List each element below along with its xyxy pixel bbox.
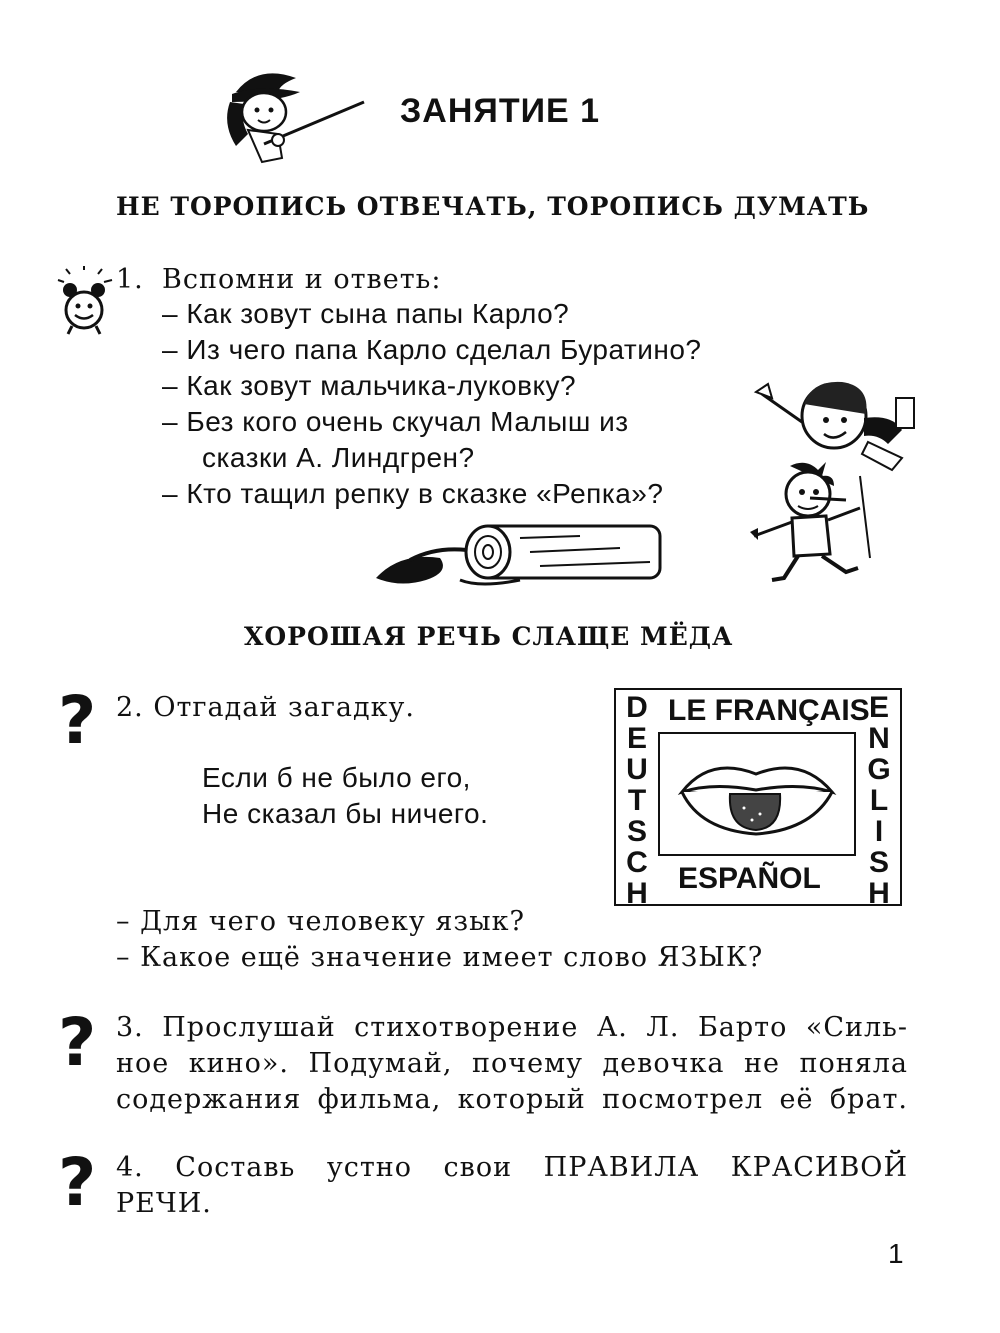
languages-lips-illustration xyxy=(614,688,902,910)
task1-question-3: – Как зовут мальчика-луковку? xyxy=(162,370,577,401)
language-label-german: D E U T S C H xyxy=(626,691,648,910)
task2-question-1: – Для чего человеку язык? xyxy=(116,906,525,937)
riddle-line-1: Если б не было его, xyxy=(202,762,471,793)
alarm-clock-icon xyxy=(56,266,116,338)
language-label-french: LE FRANÇAIS xyxy=(668,694,870,727)
lips-frame xyxy=(658,732,856,856)
task2-question-2: – Какое ещё значение имеет слово ЯЗЫК? xyxy=(116,942,764,973)
language-label-spanish: ESPAÑOL xyxy=(678,862,821,895)
task1-question-5: – Кто тащил репку в сказке «Репка»? xyxy=(162,478,664,509)
section-heading-think: НЕ ТОРОПИСЬ ОТВЕЧАТЬ, ТОРОПИСЬ ДУМАТЬ xyxy=(116,192,870,221)
task4-line-1: 4. Составь устно свои ПРАВИЛА КРАСИВОЙ xyxy=(116,1152,908,1183)
task1-number: 1. xyxy=(116,264,144,295)
task1-question-4: – Без кого очень скучал Малыш из xyxy=(162,406,629,437)
question-mark-icon: ? xyxy=(58,1144,97,1221)
task3-line-2: ное кино». Подумай, почему девочка не поняла xyxy=(116,1048,908,1079)
page-title: ЗАНЯТИЕ 1 xyxy=(400,92,601,130)
task1-question-2: – Из чего папа Карло сделал Буратино? xyxy=(162,334,702,365)
question-mark-icon: ? xyxy=(58,682,97,759)
witch-girl-pointer-illustration xyxy=(218,62,368,168)
task1-question-4-cont: сказки А. Линдгрен? xyxy=(202,442,475,473)
lips-with-tongue-icon xyxy=(660,734,854,854)
section-heading-speech: ХОРОШАЯ РЕЧЬ СЛАЩЕ МЁДА xyxy=(244,622,734,651)
question-mark-icon: ? xyxy=(58,1004,97,1081)
task2-text: 2. Отгадай загадку. xyxy=(116,692,415,723)
task3-line-1: 3. Прослушай стихотворение А. Л. Барто «Силь- xyxy=(116,1012,908,1043)
language-label-english: E N G L I S H xyxy=(867,691,891,910)
task4-line-2: РЕЧИ. xyxy=(116,1188,212,1219)
task1-text: Вспомни и ответь: xyxy=(162,264,442,295)
buratino-character-illustration xyxy=(748,458,878,588)
page-number: 1 xyxy=(888,1238,904,1269)
task3-line-3: содержания фильма, который посмотрел её брат. xyxy=(116,1084,908,1115)
log-illustration xyxy=(370,518,674,592)
task1-question-1: – Как зовут сына папы Карло? xyxy=(162,298,570,329)
riddle-line-2: Не сказал бы ничего. xyxy=(202,798,489,829)
